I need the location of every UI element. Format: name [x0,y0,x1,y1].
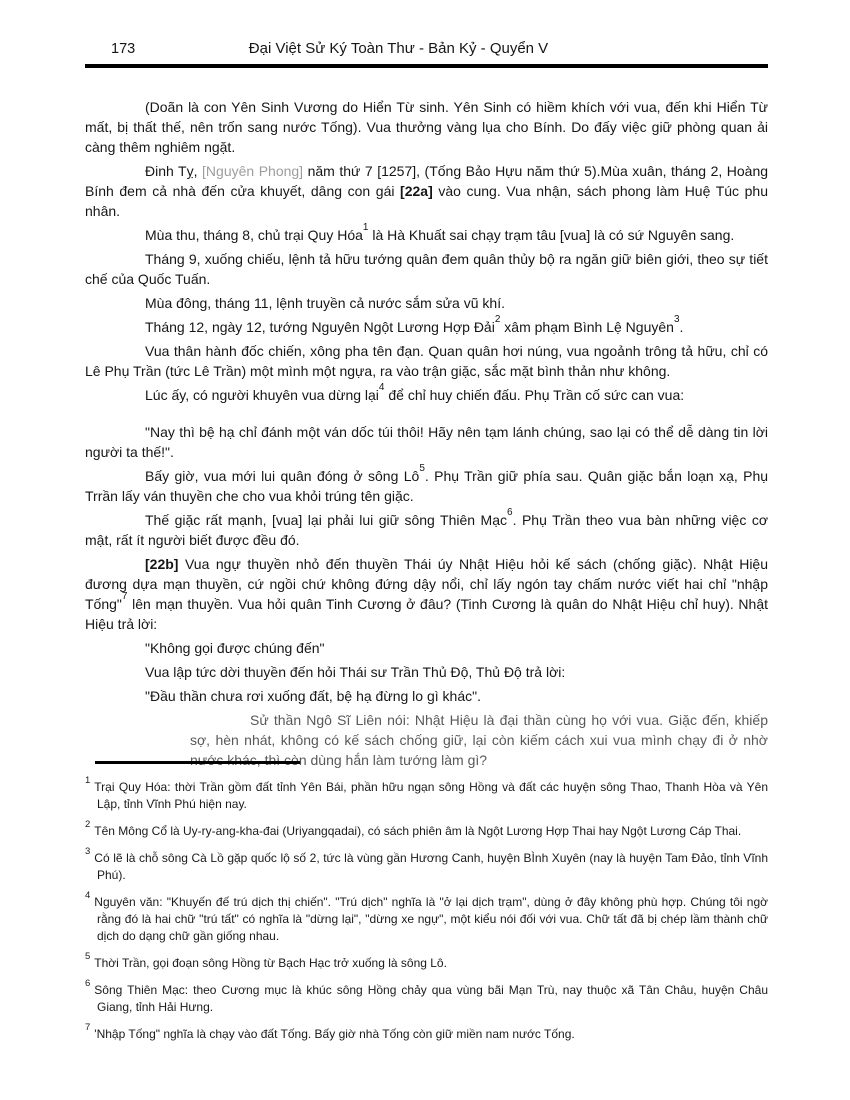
body-paragraph [85,314,768,337]
footnote-number: 7 [85,1022,91,1033]
body-paragraph-quote [85,422,768,462]
footnote-ref: 3 [673,314,680,326]
footnote [85,775,768,813]
footnote-text: Nguyên văn: "Khuyến đế trú dịch thị chiến". "Trú dịch" nghĩa là "ở lại dịch trạm", dùng ở đây không phù hợp. Chúng tôi ngờ rằng đó là hai chữ "trú tất" có nghĩa là "dừng lại", "dừng xe ngự", một kiểu nói đối với vua. Chữ tất đã bị chép lầm thành chữ dịch do dạng chữ gần giống nhau. [94,895,768,943]
body-paragraph [85,222,768,245]
era-name-bracket: [Nguyên Phong] [202,163,304,179]
body-paragraph [85,161,768,221]
footnote-ref: 6 [507,507,513,519]
footnote-ref: 4 [378,382,385,394]
body-paragraph [85,341,768,381]
text-run: "Nay thì bệ hạ chỉ đánh một ván dốc túi thôi! Hãy nên tạm lánh chúng, sao lại có thể dễ dàng tin lời người ta thế!". [85,424,768,460]
text-run: Mùa thu, tháng 8, chủ trại Quy Hóa [145,227,363,243]
footnote-number: 6 [85,978,91,989]
footnote-text: Có lẽ là chỗ sông Cà Lồ gặp quốc lộ số 2, tức là vùng gần Hương Canh, huyện BÌnh Xuyên (nay là huyện Tam Đảo, tỉnh Vĩnh Phú). [94,851,768,882]
text-run: Thế giặc rất mạnh, [vua] lại phải lui giữ sông Thiên Mạc [145,512,508,528]
footnote-number: 2 [85,819,91,830]
body-paragraph [85,97,768,157]
body-paragraph [85,382,768,405]
body-paragraph-quote [85,638,768,658]
footnote-ref: 1 [362,222,369,234]
footnote-text: Trại Quy Hóa: thời Trần gồm đất tỉnh Yên Bái, phần hữu ngạn sông Hồng và đất các huyện sông Thao, Thanh Hòa và Yên Lập, tỉnh Vĩnh Phú hiện nay. [94,780,768,811]
document-title: Đại Việt Sử Ký Toàn Thư - Bản Kỷ - Quyển V [248,40,549,57]
footnote-text: Thời Trần, gọi đoạn sông Hồng từ Bạch Hạc trở xuống là sông Lô. [94,956,447,970]
folio-ref: [22a] [400,183,433,199]
footnote-number: 4 [85,890,91,901]
text-run: Sử thần Ngô Sĩ Liên nói: Nhật Hiệu là đại thần cùng họ với vua. Giặc đến, khiếp sợ, hèn nhát, không có kế sách chống giữ, lại còn kiếm cách xui vua mình chạy đi ở nhờ nước khác, thì còn dùng hắn làm tướng làm gì? [190,712,768,768]
text-run: Tháng 9, xuống chiếu, lệnh tả hữu tướng quân đem quân thủy bộ ra ngăn giữ biên giới, theo sự tiết chế của Quốc Tuấn. [85,251,768,287]
text-run: . Phụ Trần theo vua bàn những việc cơ mật, rất ít người biết được đều đó. [85,512,768,548]
text-run: Vua ngự thuyền nhỏ đến thuyền Thái úy Nhật Hiệu hỏi kế sách (chống giặc). Nhật Hiệu đương dựa mạn thuyền, cứ ngồi chứ không đứng dậy nổi, chỉ lấy ngón tay chấm nước viết hai chỉ "nhập Tống" [85,556,768,612]
footnote-ref: 2 [494,314,501,326]
page-number: 173 [111,41,136,57]
page-header [85,40,768,68]
text-run: (Doãn là con Yên Sinh Vương do Hiển Từ sinh. Yên Sinh có hiềm khích với vua, đến khi Hiển Từ mất, bị thất thế, nên trốn sang nước Tống). Vua thưởng vàng lụa cho Bính. Do đấy việc giữ phòng quan ải càng thêm nghiêm ngặt. [85,99,768,155]
footnote [85,1022,768,1043]
footnote [85,819,768,840]
document-body [85,97,768,774]
body-paragraph [85,249,768,289]
footnote [85,890,768,945]
text-run: . Phụ Trần giữ phía sau. Quân giặc bắn loạn xạ, Phụ Trrần lấy ván thuyền che cho vua khỏi trúng tên giặc. [85,468,769,504]
text-run: Vua thân hành đốc chiến, xông pha tên đạn. Quan quân hơi núng, vua ngoảnh trông tả hữu, chỉ có Lê Phụ Trần (tức Lê Trần) một mình một ngựa, ra vào trận giặc, sắc mặt bình thản như không. [85,343,768,379]
text-run: lên mạn thuyền. Vua hỏi quân Tinh Cương ở đâu? (Tinh Cương là quân do Nhật Hiệu chỉ huy). Nhật Hiệu trả lời: [85,596,768,632]
body-paragraph [85,554,768,634]
text-run: . [679,319,684,335]
footnote-ref: 7 [121,591,128,603]
body-paragraph [85,662,768,682]
text-run: Bấy giờ, vua mới lui quân đóng ở sông Lô [145,468,420,484]
text-run: vào cung. Vua nhận, sách phong làm Huệ Túc phu nhân. [85,183,768,219]
body-paragraph [85,463,769,506]
footnote-text: Tên Mông Cổ là Uy-ry-ang-kha-đai (Uriyangqadai), có sách phiên âm là Ngột Lương Hợp Thai hay Ngột Lương Cáp Thai. [94,824,742,838]
text-run: Đinh Tỵ, [145,163,203,179]
footnote-text: 'Nhập Tống" nghĩa là chạy vào đất Tống. Bấy giờ nhà Tống còn giữ miền nam nước Tống. [94,1027,575,1041]
text-run: Tháng 12, ngày 12, tướng Nguyên Ngột Lương Hợp Đải [145,319,495,335]
footnotes-section [85,761,768,1053]
text-run: để chỉ huy chiến đấu. Phụ Trần cố sức can vua: [384,387,685,403]
text-run: Mùa đông, tháng 11, lệnh truyền cả nước sắm sửa vũ khí. [145,295,505,311]
footnote-number: 5 [85,951,91,962]
text-run: Vua lập tức dời thuyền đến hỏi Thái sư Trần Thủ Độ, Thủ Độ trả lời: [145,664,566,680]
footnote-separator [95,761,300,764]
footnote [85,978,768,1016]
text-run: năm thứ 7 [1257], (Tống Bảo Hựu năm thứ 5).Mùa xuân, tháng 2, Hoàng Bính đem cả nhà đến cửa khuyết, dâng con gái [85,163,769,199]
text-run: "Không gọi được chúng đến" [145,640,325,656]
body-paragraph [85,507,768,550]
text-run: Lúc ấy, có người khuyên vua dừng lại [145,387,379,403]
footnote-number: 1 [85,775,91,786]
folio-ref: [22b] [145,556,179,572]
text-run: xâm phạm Bình Lệ Nguyên [500,319,674,335]
footnote [85,846,768,884]
footnote [85,951,768,972]
footnote-text: Sông Thiên Mạc: theo Cương mục là khúc sông Hồng chảy qua vùng bãi Mạn Trù, nay thuộc xã Tân Châu, huyện Châu Giang, tỉnh Hải Hưng. [94,983,768,1014]
footnote-number: 3 [85,846,91,857]
text-run: là Hà Khuất sai chạy trạm tâu [vua] là có sứ Nguyên sang. [368,227,735,243]
body-paragraph [85,293,768,313]
body-paragraph-quote [85,686,768,706]
text-run: "Đầu thần chưa rơi xuống đất, bệ hạ đừng lo gì khác". [145,688,481,704]
footnote-ref: 5 [419,463,425,475]
